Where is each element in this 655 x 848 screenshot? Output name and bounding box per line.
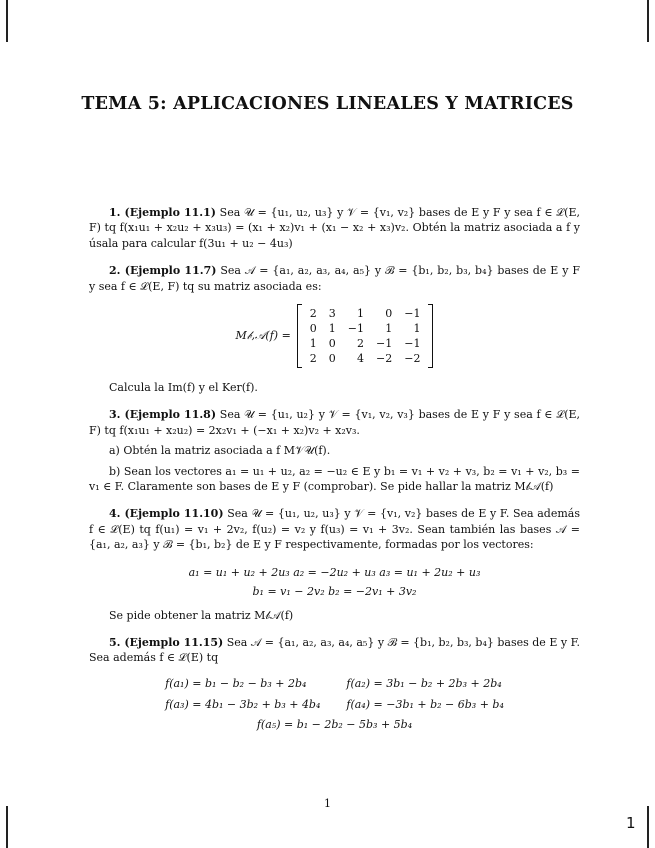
exercise-5-heading: 5. (Ejemplo 11.15): [109, 635, 224, 649]
matrix-equation: [89, 304, 580, 368]
matrix-cell: 2: [309, 307, 317, 321]
page-title: TEMA 5: APLICACIONES LINEALES Y MATRICES: [81, 94, 574, 114]
matrix-row: [304, 351, 427, 366]
exercise-5-text: Sea 𝒜 = {a₁, a₂, a₃, a₄, a₅} y ℬ = {b₁, b₂, b₃, b₄} bases de E y F. Sea además f ∈ ℒ(E) tq: [89, 635, 580, 665]
matrix-cell: 2: [357, 337, 365, 351]
exercise-3-text: Sea 𝒰 = {u₁, u₂} y 𝒱 = {v₁, v₂, v₃} bases de E y F y sea f ∈ ℒ(E, F) tq f(x₁u₁ + x₂u₂) = 2x₂v₁ + (−x₁ + x₂)v₂ + x₂v₃.: [89, 408, 581, 437]
exercise-list: [89, 205, 580, 736]
exercise-3: [89, 407, 580, 438]
equation: f(a₄) = −3b₁ + b₂ − 6b₃ + b₄: [346, 698, 504, 712]
page-number: 1: [324, 797, 331, 810]
equation: f(a₁) = b₁ − b₂ − b₃ + 2b₄: [165, 676, 307, 690]
matrix-cell: 0: [328, 352, 336, 366]
viewer-page-indicator: 1: [626, 814, 636, 832]
exercise-3-heading: 3. (Ejemplo 11.8): [109, 408, 217, 422]
exercise-5-equations: [89, 676, 580, 713]
exercise-4-heading: 4. (Ejemplo 11.10): [109, 507, 224, 521]
matrix-cell: 1: [357, 307, 365, 321]
exercise-2-after: Calcula la Im(f) y el Ker(f).: [109, 381, 258, 395]
matrix-row: [304, 336, 427, 351]
matrix-cell: −2: [404, 352, 421, 366]
matrix-cell: 0: [385, 307, 393, 321]
matrix-cell: 1: [309, 337, 317, 351]
matrix-cell: 2: [309, 352, 317, 366]
equation: f(a₂) = 3b₁ − b₂ + 2b₃ + 2b₄: [346, 676, 502, 690]
exercise-4-after: Se pide obtener la matriz M𝒷𝒜(f): [109, 608, 294, 622]
matrix-cell: 1: [413, 322, 421, 336]
matrix-cell: 0: [309, 322, 317, 336]
exercise-4: [89, 506, 580, 552]
matrix-row: [304, 306, 427, 321]
matrix-cell: −1: [347, 322, 365, 336]
matrix: [297, 304, 434, 368]
exercise-4-equation-a: a₁ = u₁ + u₂ + 2u₃ a₂ = −2u₂ + u₃ a₃ = u₁ + 2u₂ + u₃: [188, 565, 481, 579]
exercise-2-text: Sea 𝒜 = {a₁, a₂, a₃, a₄, a₅} y ℬ = {b₁, b₂, b₃, b₄} bases de E y F y sea f ∈ ℒ(E, F) tq su matriz asociada es:: [89, 264, 580, 293]
matrix-cell: 3: [328, 307, 336, 321]
exercise-4-text: Sea 𝒰 = {u₁, u₂, u₃} y 𝒱 = {v₁, v₂} bases de E y F. Sea además f ∈ ℒ(E) tq f(u₁) = v₁ + 2v₂, f(u₂) = v₂ y f(u₃) = v₁ + 3v₂. Sean también las bases 𝒜 = {a₁, a₂, a₃} y ℬ = {b₁, b₂} de E y F respectivamente, formadas por los vectores:: [89, 507, 580, 552]
matrix-label: M𝒷,𝒜(f) =: [235, 329, 291, 343]
matrix-cell: −1: [376, 337, 393, 351]
equation: f(a₃) = 4b₁ − 3b₂ + b₃ + 4b₄: [165, 698, 321, 712]
exercise-3-part-b: b) Sean los vectores a₁ = u₁ + u₂, a₂ = −u₂ ∈ E y b₁ = v₁ + v₂ + v₃, b₂ = v₁ + v₂, b₃ = v₁ ∈ F. Claramente son bases de E y F (comprobar). Se pide hallar la matriz M𝒷𝒜(f): [89, 464, 580, 494]
matrix-row: [304, 321, 427, 336]
exercise-1: [89, 205, 580, 251]
matrix-cell: 1: [328, 322, 336, 336]
exercise-4-equation-b: b₁ = v₁ − 2v₂ b₂ = −2v₁ + 3v₂: [252, 585, 417, 599]
exercise-1-heading: 1. (Ejemplo 11.1): [109, 206, 216, 219]
matrix-cell: −1: [404, 337, 421, 351]
matrix-cell: −1: [404, 307, 421, 321]
exercise-2-heading: 2. (Ejemplo 11.7): [109, 264, 217, 278]
exercise-3-part-a: a) Obtén la matriz asociada a f M𝒱𝒰(f).: [109, 444, 331, 458]
matrix-cell: 4: [357, 352, 365, 366]
exercise-1-text: Sea 𝒰 = {u₁, u₂, u₃} y 𝒱 = {v₁, v₂} bases de E y F y sea f ∈ ℒ(E, F) tq f(x₁u₁ + x₂u₂ + x₃u₃) = (x₁ + x₂)v₁ + (x₁ − x₂ + x₃)v₂. Obtén la matriz asociada a f y úsala para calcular f(3u₁ + u₂ − 4u₃): [89, 206, 580, 250]
matrix-cell: 0: [328, 337, 336, 351]
exercise-5: [89, 635, 580, 666]
matrix-cell: −2: [376, 352, 393, 366]
exercise-2: [89, 263, 580, 294]
matrix-cell: 1: [385, 322, 393, 336]
exercise-5-last-equation: f(a₅) = b₁ − 2b₂ − 5b₃ + 5b₄: [256, 717, 413, 731]
